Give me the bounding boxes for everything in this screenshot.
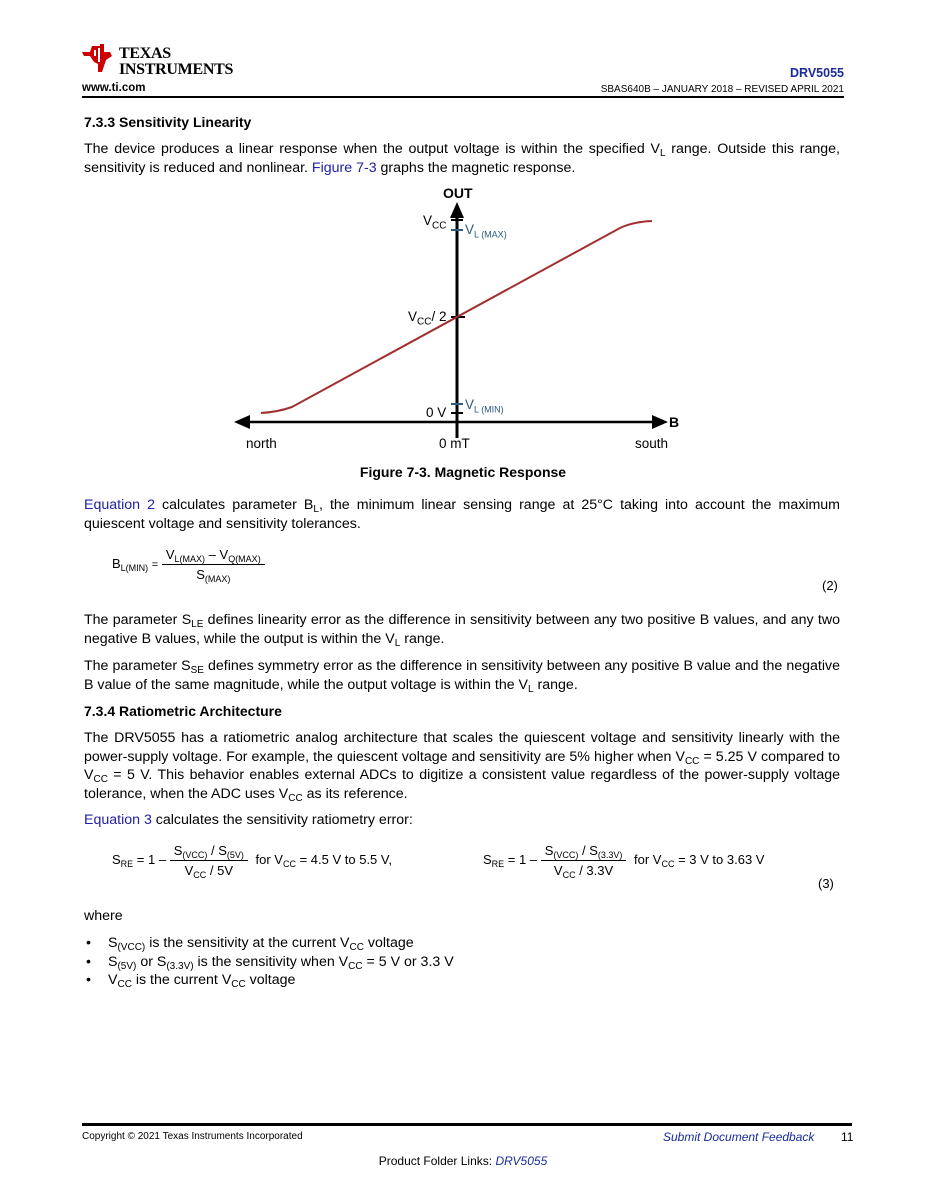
product-folder-links: Product Folder Links: DRV5055: [378, 1154, 548, 1168]
paragraph-linearity-error: The parameter $S_{LE}$ defines linearity error as the difference in sensitivity between any two positive B values, and any two negative B values, while the output is within the $V_L$ range.: [84, 612, 840, 649]
equation-3-right: $S_{RE} = 1$ – $\frac{S_{(VCC)} / S_{(3.3V)}}{V_{CC} / 3.3V}$ for $V_{CC} = 3$ V to 3.63 V: [483, 843, 765, 880]
x-axis-right-arrow-icon: [652, 415, 668, 429]
equation-2-number: (2): [822, 578, 838, 593]
ti-logo-icon: [80, 42, 116, 74]
equation-2: $B_{L(MIN)}$ = $\frac{V_{L(MAX)} - V_{Q(MAX)}}{S_{(MAX)}}$: [112, 547, 265, 582]
logo-line-1: TEXAS: [119, 45, 171, 62]
y-axis-arrow-icon: [450, 202, 464, 218]
section-title-7-3-3: 7.3.3 Sensitivity Linearity: [84, 114, 252, 130]
page-number: 11: [841, 1130, 854, 1144]
equation-3-left: $S_{RE} = 1$ – $\frac{S_{(VCC)} / S_{(5V)}}{V_{CC} / 5V}$ for $V_{CC} = 4.5$ V to 5.5 V,: [112, 843, 392, 880]
paragraph-eq3-intro: Equation 3 calculates the sensitivity ratiometry error:: [84, 812, 413, 828]
list-item: • $S_{(VCC)}$ is the sensitivity at the current $V_{CC}$ voltage: [84, 934, 684, 953]
doc-revision: SBAS640B – JANUARY 2018 – REVISED APRIL 2021: [600, 84, 844, 95]
footer-rule: [82, 1123, 852, 1126]
x-tick-north: north: [246, 436, 277, 451]
copyright-text: Copyright © 2021 Texas Instruments Incorporated: [82, 1131, 303, 1142]
logo-line-2: INSTRUMENTS: [119, 61, 234, 78]
submit-feedback-link[interactable]: Submit Document Feedback: [663, 1130, 815, 1144]
x-axis-left-arrow-icon: [234, 415, 250, 429]
header-rule: [82, 96, 844, 98]
paragraph-eq2-intro: Equation 2 calculates parameter $B_L$, the minimum linear sensing range at 25°C taking into account the maximum quiescent voltage and sensitivity tolerances.: [84, 497, 840, 532]
list-item: • $V_{CC}$ is the current $V_{CC}$ voltage: [84, 971, 684, 990]
figure-caption: Figure 7-3. Magnetic Response: [359, 464, 567, 480]
y-axis-label: OUT: [443, 185, 473, 201]
variable-definitions-list: [84, 934, 684, 990]
x-tick-zero: 0 mT: [439, 436, 470, 451]
list-item: • $S_{(5V)}$ or $S_{(3.3V)}$ is the sensitivity when $V_{CC} = 5$ V or 3.3 V: [84, 953, 684, 972]
paragraph-ratiometric: The DRV5055 has a ratiometric analog architecture that scales the quiescent voltage and sensitivity linearly with the power-supply voltage. For example, the quiescent voltage and sensitivity are 5% higher when $V_{CC} = 5.25$ V compared to $V_{CC} = 5$ V. This behavior enables external ADCs to digitize a consistent value regardless of the power-supply voltage tolerance, when the ADC uses $V_{CC}$ as its reference.: [84, 730, 840, 804]
equation-3-link[interactable]: Equation 3: [84, 812, 152, 828]
x-axis-label: B: [669, 414, 680, 430]
website-link[interactable]: www.ti.com: [82, 82, 146, 94]
equation-3-number: (3): [818, 876, 834, 891]
vcc-tick-label: $V_{CC}$: [423, 213, 447, 232]
vl-min-tick-label: $V_{L (MIN)}$: [465, 397, 504, 415]
section-title-7-3-4: 7.3.4 Ratiometric Architecture: [84, 703, 282, 719]
vl-max-tick-label: $V_{L (MAX)}$: [465, 222, 507, 240]
product-folder-link[interactable]: DRV5055: [495, 1154, 548, 1168]
x-tick-south: south: [635, 436, 669, 451]
magnetic-response-chart: [230, 200, 690, 440]
paragraph-sensitivity-linearity: The device produces a linear response when the output voltage is within the specified $V_L$ range. Outside this range, sensitivity is reduced and nonlinear. Figure 7-3 graphs the magnetic response.: [84, 141, 840, 176]
paragraph-symmetry-error: The parameter $S_{SE}$ defines symmetry error as the difference in sensitivity between any positive B value and the negative B value of the same magnitude, while the output voltage is within the $V_L$ range.: [84, 658, 840, 695]
equation-2-link[interactable]: Equation 2: [84, 497, 155, 513]
vcc-half-tick-label: $V_{CC}/$ 2: [408, 309, 447, 328]
doc-part-number[interactable]: DRV5055: [790, 66, 844, 80]
zero-v-tick-label: 0 V: [426, 405, 447, 420]
figure-7-3-link[interactable]: Figure 7-3: [311, 159, 377, 176]
where-label: where: [84, 908, 123, 924]
